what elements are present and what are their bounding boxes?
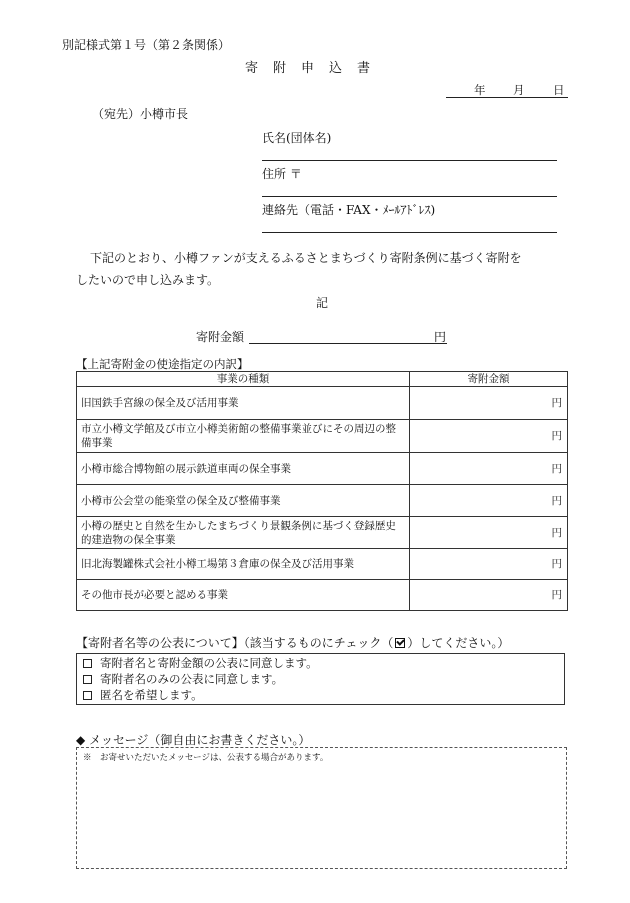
date-month-label: 月 <box>513 83 525 97</box>
publication-instruction-post: ）してください。） <box>407 636 510 650</box>
table-row <box>77 420 568 453</box>
date-year-label: 年 <box>474 83 486 97</box>
statement-line-2: したいので申し込みます。 <box>76 273 220 287</box>
name-label: 氏名(団体名) <box>262 131 332 145</box>
message-note: ※ お寄せいただいたメッセージは、公表する場合があります。 <box>83 753 329 763</box>
checkbox-icon[interactable] <box>83 691 92 700</box>
message-heading: ◆ メッセージ（御自由にお書きください。） <box>76 733 311 747</box>
checked-box-icon <box>395 638 405 648</box>
purpose-heading: 【上記寄附金の使途指定の内訳】 <box>76 357 249 371</box>
statement-line-1: 下記のとおり、小樽ファンが支えるふるさとまちづくり寄附条例に基づく寄附を <box>90 251 522 265</box>
table-row <box>77 485 568 517</box>
ki-label: 記 <box>316 296 329 310</box>
project-name: その他市長が必要と認める事業 <box>77 580 410 611</box>
amount-cell[interactable]: 円 <box>410 485 568 517</box>
project-name: 市立小樽文学館及び市立小樽美術館の整備事業並びにその周辺の整備事業 <box>77 420 410 453</box>
addressee: （宛先）小樽市長 <box>92 107 189 121</box>
column-header-project: 事業の種類 <box>77 372 410 387</box>
address-label: 住所 〒 <box>262 167 302 181</box>
table-row <box>77 453 568 485</box>
project-name: 旧国鉄手宮線の保全及び活用事業 <box>77 387 410 420</box>
publication-heading-title: 【寄附者名等の公表について】 <box>76 636 244 650</box>
purpose-table <box>76 371 568 611</box>
publication-heading <box>76 634 509 651</box>
amount-cell[interactable]: 円 <box>410 453 568 485</box>
consent-option[interactable] <box>83 687 564 703</box>
amount-cell[interactable]: 円 <box>410 549 568 580</box>
consent-option[interactable] <box>83 655 564 671</box>
date-day-label: 日 <box>553 83 565 97</box>
publication-instruction-pre: （該当するものにチェック（ <box>243 636 394 650</box>
project-name: 小樽の歴史と自然を生かしたまちづくり景観条例に基づく登録歴史的建造物の保全事業 <box>77 517 410 549</box>
date-underline <box>446 97 568 98</box>
project-name: 小樽市公会堂の能楽堂の保全及び整備事業 <box>77 485 410 517</box>
contact-field[interactable] <box>262 232 557 233</box>
consent-option-label: 寄附者名のみの公表に同意します。 <box>100 672 284 686</box>
table-row <box>77 387 568 420</box>
donation-amount-label: 寄附金額 <box>196 330 245 344</box>
amount-cell[interactable]: 円 <box>410 517 568 549</box>
form-number-label: 別記様式第１号（第２条関係） <box>62 38 231 52</box>
address-field[interactable] <box>262 196 557 197</box>
donation-yen-label: 円 <box>434 330 447 344</box>
amount-cell[interactable]: 円 <box>410 580 568 611</box>
consent-option-label: 匿名を希望します。 <box>100 688 203 702</box>
message-textarea[interactable] <box>76 747 567 869</box>
consent-options-box <box>76 653 565 705</box>
consent-option-label: 寄附者名と寄附金額の公表に同意します。 <box>100 656 318 670</box>
checkbox-icon[interactable] <box>83 659 92 668</box>
table-row <box>77 580 568 611</box>
donation-amount-field[interactable] <box>249 343 447 344</box>
amount-cell[interactable]: 円 <box>410 387 568 420</box>
amount-cell[interactable]: 円 <box>410 420 568 453</box>
project-name: 小樽市総合博物館の展示鉄道車両の保全事業 <box>77 453 410 485</box>
checkbox-icon[interactable] <box>83 675 92 684</box>
project-name: 旧北海製罐株式会社小樽工場第３倉庫の保全及び活用事業 <box>77 549 410 580</box>
column-header-amount: 寄附金額 <box>410 372 568 387</box>
page-title: 寄 附 申 込 書 <box>245 61 372 76</box>
table-row <box>77 549 568 580</box>
contact-label: 連絡先（電話・FAX・ﾒｰﾙｱﾄﾞﾚｽ) <box>262 203 436 217</box>
table-header-row <box>77 372 568 387</box>
name-field[interactable] <box>262 160 557 161</box>
consent-option[interactable] <box>83 671 564 687</box>
table-row <box>77 517 568 549</box>
